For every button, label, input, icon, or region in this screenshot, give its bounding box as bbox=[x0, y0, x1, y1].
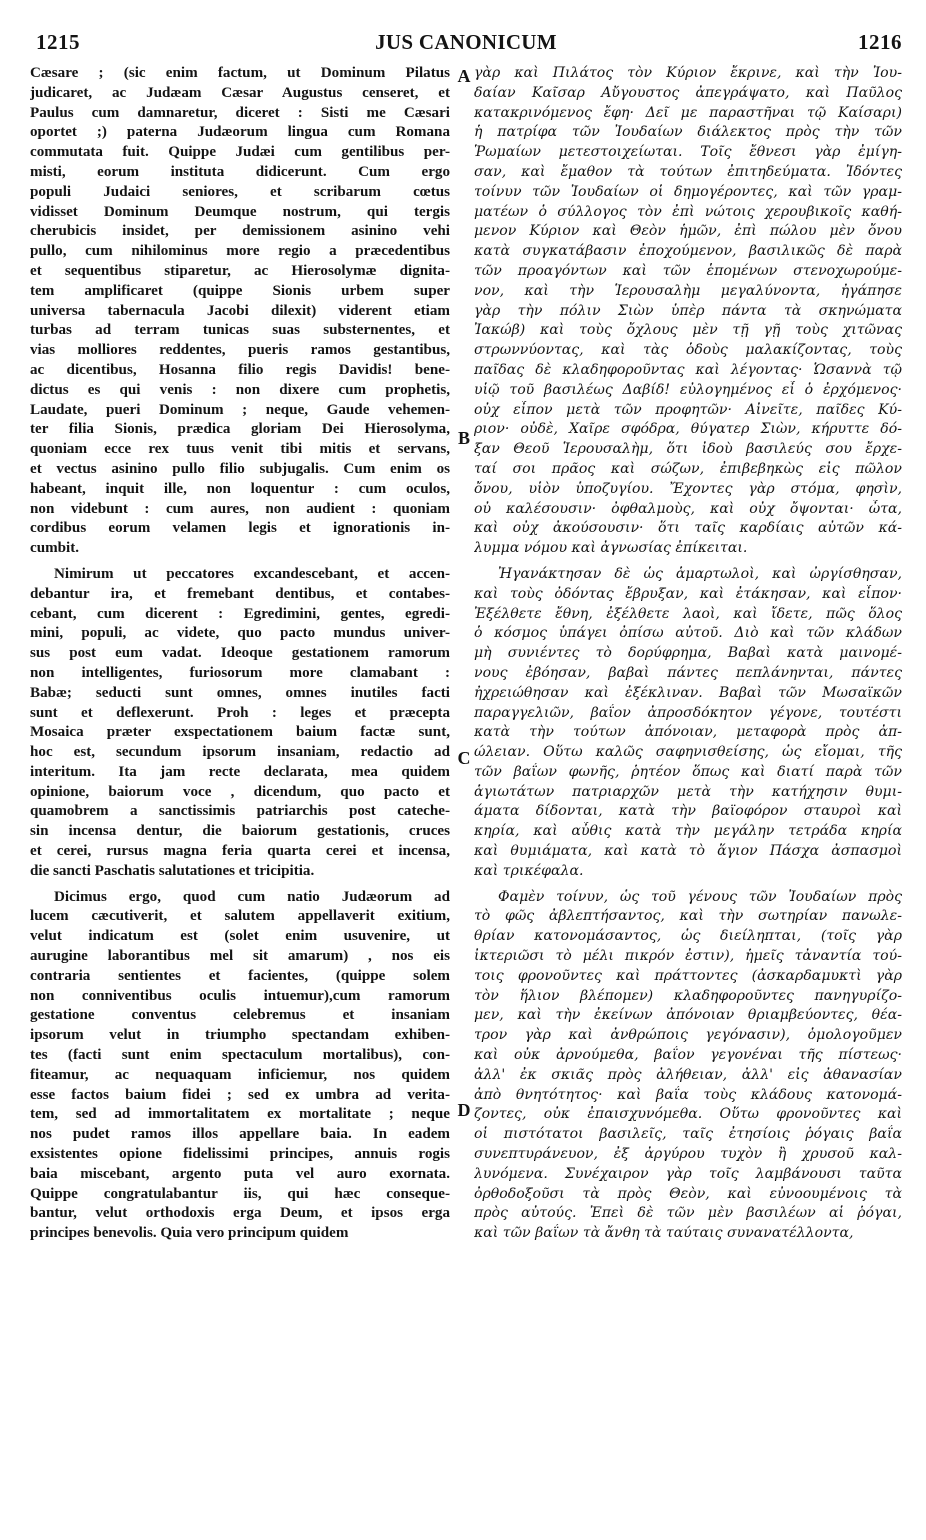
text-line: Cæsare ; (sic enim factum, ut Dominum Pilatus bbox=[30, 65, 450, 81]
page-header bbox=[28, 30, 904, 64]
margin-marker-b: B bbox=[457, 428, 470, 448]
text-line: ἀπὸ θνητότητος· καὶ βαΐα τοὺς κλάδους κατονομά- bbox=[474, 1086, 902, 1103]
text-line: Dicimus ergo, quod cum natio Judæorum ad bbox=[54, 888, 450, 905]
text-line: et sequentibus stiparetur, ac Hierosolymæ dignita- bbox=[30, 262, 450, 279]
text-line: lucem cæcutiverit, et salutem appellaverit exitium, bbox=[30, 908, 450, 925]
text-line: universa tabernacula Jacobi dilexit) viderent etiam bbox=[30, 302, 450, 319]
text-line: ipsorum velut in triumpho spectandam exhiben- bbox=[30, 1027, 450, 1044]
text-line: οὐχ εἶπον μετὰ τῶν προφητῶν· Αἰνεῖτε, παῖδες Κύ- bbox=[474, 401, 902, 418]
text-line: τοίνυν τῶν Ἰουδαίων οἱ δημογέροντες, καὶ τῶν γραμ- bbox=[474, 183, 902, 200]
text-line: hoc est, secundum ipsorum insaniam, redactio ad bbox=[30, 744, 450, 761]
text-line: cordibus eorum velamen legis et ignorationis in- bbox=[30, 520, 450, 537]
text-line: Babæ; seducti sunt omnes, omnes inutiles facti bbox=[30, 684, 450, 701]
text-line: non conniventibus oculis intuemur),cum ramorum bbox=[30, 987, 450, 1004]
text-line: στρωννύοντας, καὶ τὰς ὁδοὺς μαλακίζοντας, τοὺς bbox=[474, 342, 902, 359]
text-line: Mosaica præter exspectationem baium factæ sunt, bbox=[30, 724, 450, 741]
text-line: ριον· οὐδὲ, Χαῖρε σφόδρα, θύγατερ Σιὼν, κήρυττε δό- bbox=[474, 421, 902, 438]
text-line: σαν, καὶ ἔμαθον τὰ τούτων ἐπιτηδεύματα. Ἰδόντες bbox=[474, 163, 902, 180]
text-line: judicaret, ac Judæam Cæsar Augustus censeret, et bbox=[30, 84, 450, 101]
text-line: turbas ad terram tunicas suas substernentes, et bbox=[30, 322, 450, 339]
page-number-right: 1216 bbox=[858, 30, 902, 54]
margin-marker-c: C bbox=[457, 748, 471, 768]
text-line: κατακρινόμενος ἔφη· Δεῖ με παραστῆναι τῷ Καίσαρι) bbox=[474, 104, 902, 121]
text-line: et cerei, rursus magna feria quarta cerei et incensa, bbox=[30, 843, 450, 860]
text-line: principes benevolis. Quia vero principum quidem bbox=[30, 1225, 349, 1242]
text-line: ὄνου, υἱὸν ὑποζυγίου. Ἔχοντες γὰρ στόμα, φησὶν, bbox=[474, 480, 902, 497]
text-line: ταί σοι πρᾶος καὶ σώζων, ἐπιβεβηκὼς εἰς πῶλον bbox=[474, 460, 902, 477]
text-line: άματα δίδονται, κατὰ τὴν βαϊοφόρον σταυροὶ καὶ bbox=[474, 803, 902, 820]
latin-column bbox=[30, 64, 450, 1244]
text-line: interitum. Ita jam recte declarata, mea quidem bbox=[30, 763, 450, 780]
text-line: δαίαν Καῖσαρ Αὔγουστος ἀπεγράψατο, καὶ Παῦλος bbox=[474, 84, 902, 101]
text-line: tem, sed ad immortalitatem ex mortalitate ; neque bbox=[30, 1106, 450, 1123]
text-line: λυνόμενα. Συνέχαιρον γὰρ τοῖς λαμβάνουσι ταῦτα bbox=[474, 1165, 902, 1182]
text-line: λυμμα νόμου καὶ ἀγνωσίας ἐπίκειται. bbox=[474, 540, 748, 557]
text-line: misti, eorum instituta didicerunt. Cum ergo bbox=[30, 163, 450, 180]
text-line: esse factos baium fidei ; sed ex umbra ad verita- bbox=[30, 1086, 450, 1103]
text-line: καὶ τρικέφαλα. bbox=[474, 862, 584, 879]
text-line: velut indicatum est (solet enim usuvenire, ut bbox=[30, 928, 450, 945]
text-line: οἱ πιστότατοι βασιλεῖς, ταῖς ἐτησίοις ῥόγαις βαΐα bbox=[474, 1126, 902, 1143]
text-line: gestatione conventus celebremus et insaniam bbox=[30, 1007, 450, 1024]
text-line: Ῥωμαίων μετεστοιχείωται. Τοῖς ἔθνεσι γὰρ ἐμίγη- bbox=[474, 144, 902, 161]
text-line: non intelligentes, furiosorum more clamabant : bbox=[30, 664, 450, 681]
text-line: τῶν προαγόντων καὶ τῶν ἑπομένων στενοχωρούμε- bbox=[474, 262, 902, 279]
text-line: καὶ τῶν βαΐων τὰ ἄνθη τὰ ταύταις συνανατέλλοντα, bbox=[474, 1225, 854, 1242]
text-line: τὸν ἥλιον βλέπομεν) κλαδηφοροῦντες πανηγυρίζο- bbox=[474, 987, 902, 1004]
text-line: vidisset Dominum Deumque nostrum, qui tergis bbox=[30, 203, 450, 220]
text-line: ματέων ὁ σύλλογος τὸν ἐπὶ νώτοις χερουβικοῖς καθή- bbox=[474, 203, 902, 220]
text-line: et vectus asinino pullo filio subjugalis. Cum enim os bbox=[30, 460, 450, 477]
text-line: κηρία, καὶ αὖθις κατὰ τὴν μεγάλην τετράδα κηρία bbox=[474, 823, 902, 840]
text-line: cebant, cum dicerent : Egredimini, gentes, egredi- bbox=[30, 605, 450, 622]
text-line: dictus es qui venis : non dixere cum prophetis, bbox=[30, 381, 450, 398]
text-line: Φαμὲν τοίνυν, ὡς τοῦ γένους τῶν Ἰουδαίων πρὸς bbox=[498, 888, 902, 905]
page-number-left: 1215 bbox=[36, 30, 80, 54]
text-line: sus post eum vadat. Ideoque gestationem ramorum bbox=[30, 645, 450, 662]
text-line: νους ἐβόησαν, βαβαὶ πάντες πεπλάνηνται, πάντες bbox=[474, 664, 902, 681]
text-line: παῖδας δὲ κλαδηφοροῦντας καὶ λέγοντας· Ὡσαννὰ τῷ bbox=[474, 361, 902, 378]
text-line: ὁ κόσμος ὑπάγει ὀπίσω αὐτοῦ. Διὸ καὶ τῶν κλάδων bbox=[474, 625, 902, 642]
text-line: παραγγελιῶν, βαΐον ἀπροσδόκητον γέγονε, τουτέστι bbox=[474, 704, 902, 721]
text-line: καὶ θυμιάματα, καὶ κατὰ τὸ ἅγιον Πάσχα ἀσπασμοὶ bbox=[474, 843, 902, 860]
text-line: μεν, καὶ τὴν ἐκείνων ἀπόνοιαν θριαμβεύοντες, θέα- bbox=[474, 1007, 902, 1024]
text-line: νον, καὶ τὴν Ἱερουσαλὴμ μεγαλύνοντα, ἠγάπησε bbox=[474, 282, 902, 299]
text-line: τὸ φῶς ἀβλεπτήσαντος, καὶ τὴν σωτηρίαν πανωλε- bbox=[474, 908, 902, 925]
text-line: Quippe congratulabantur iis, qui hæc conseque- bbox=[30, 1185, 450, 1202]
margin-marker-d: D bbox=[457, 1100, 471, 1120]
text-line: contraria sentientes et facientes, (quippe solem bbox=[30, 967, 450, 984]
text-line: υἱῷ τοῦ βασιλέως Δαβίδ! εὐλογημένος εἶ ὁ ἐρχόμενος· bbox=[474, 381, 902, 398]
text-line: οὐ καλέσουσιν· ὀφθαλμοὺς, καὶ οὐχ ὄψονται· ὦτα, bbox=[474, 500, 902, 517]
margin-marker-a: A bbox=[457, 66, 471, 86]
text-line: Ἐξέλθετε ἔθνη, ἐξέλθετε λαοὶ, καὶ ἴδετε, πῶς ὅλος bbox=[474, 605, 902, 622]
text-line: καὶ τοὺς ὀδόντας ἔβρυξαν, καὶ ἐτάκησαν, καὶ εἶπον· bbox=[474, 585, 902, 602]
text-line: ἠχρειώθησαν καὶ ἐξέκλιναν. Βαβαὶ τῶν Μωσαϊκῶν bbox=[474, 684, 902, 701]
text-line: baia miscebant, argento puta vel auro exornata. bbox=[30, 1165, 450, 1182]
greek-column bbox=[474, 64, 902, 1244]
text-line: τρον γὰρ καὶ ἀνθρώποις γεγόνασιν), ὁμολογοῦμεν bbox=[474, 1027, 902, 1044]
text-line: Nimirum ut peccatores excandescebant, et accen- bbox=[54, 565, 450, 582]
text-line: ζοντες, οὐκ ἐπαισχυνόμεθα. Οὕτω φρονοῦντες καὶ bbox=[474, 1106, 902, 1123]
text-line: debantur ira, et fremebant dentibus, et contabes- bbox=[30, 585, 450, 602]
text-line: aurugine laborantibus mel sit amarum) , nos eis bbox=[30, 948, 450, 965]
text-line: exsistentes opione fidelissimi principes, annuis rogis bbox=[30, 1146, 450, 1163]
running-title: JUS CANONICUM bbox=[375, 30, 557, 54]
text-line: opinione, baiorum voce , dicendum, quo pacto et bbox=[30, 783, 450, 800]
text-line: τοις φρονοῦντες καὶ πράττοντες (ἀσκαρδαμυκτὶ γὰρ bbox=[474, 967, 902, 984]
text-line: ac dicentibus, Hosanna filio regis Davidis! bene- bbox=[30, 361, 450, 378]
text-line: γὰρ τὴν πόλιν Σιὼν ὑπὲρ πάντα τὰ σκηνώματα bbox=[474, 302, 902, 319]
text-line: quoniam ecce rex tuus venit tibi mitis et servans, bbox=[30, 441, 450, 458]
text-line: κατὰ τὴν τούτων ἀπόνοιαν, μεταφορὰ πρὸς ἀπ- bbox=[474, 724, 902, 741]
text-line: τῶν βαΐων φωνῆς, ῥητέον ὅπως καὶ διατί παρὰ τῶν bbox=[474, 763, 902, 780]
text-line: sunt et deflexerunt. Proh : leges et præcepta bbox=[30, 704, 450, 721]
text-line: ἁγιωτάτων πατριαρχῶν μετὰ τὴν κατήχησιν θυμι- bbox=[474, 783, 902, 800]
text-line: tem amplificaret (quippe Sionis urbem super bbox=[30, 282, 450, 299]
text-line: habeant, inquit ille, non loquentur : cum oculos, bbox=[30, 480, 450, 497]
text-line: καὶ οὐκ ἀρνούμεθα, βαΐον γεγονέναι τῆς πίστεως· bbox=[474, 1047, 902, 1064]
text-line: commutata fuit. Quippe Judæi cum gentilibus per- bbox=[30, 144, 450, 161]
text-line: Laudate, pueri Dominum ; neque, Gaude vehemen- bbox=[30, 401, 450, 418]
text-line: μὴ συνιέντες τὸ δορύφρημα, Βαβαὶ κατὰ μαινομέ- bbox=[474, 645, 902, 662]
text-line: vias molliores reddentes, pueris ramos gestantibus, bbox=[30, 342, 450, 359]
text-line: mini, populi, ac videte, quo pacto mundus univer- bbox=[30, 625, 450, 642]
text-line: ἰκτεριῶσι τὸ μέλι πικρόν ἐστιν), ἡμεῖς τἀναντία τού- bbox=[474, 948, 902, 965]
text-line: pullo, cum nihilominus more regio a præcedentibus bbox=[30, 243, 450, 260]
text-line: ώλειαν. Οὕτω καλῶς σαφηνισθείσης, ὡς εἴομαι, τῆς bbox=[474, 744, 902, 761]
text-line: nos pudet ramos illos appellare baia. In eadem bbox=[30, 1126, 450, 1143]
text-line: ἀλλ' ἐκ σκιᾶς πρὸς ἀλήθειαν, ἀλλ' εἰς ἀθανασίαν bbox=[474, 1066, 902, 1083]
text-line: tes (facti sunt enim spectaculum mortalibus), con- bbox=[30, 1047, 450, 1064]
text-line: Ἠγανάκτησαν δὲ ὡς ἁμαρτωλοὶ, καὶ ὠργίσθησαν, bbox=[498, 565, 902, 582]
text-line: συνεπτυράνευον, ἐξ ἀργύρου τυχὸν ἢ χρυσοῦ καλ- bbox=[474, 1146, 902, 1163]
text-line: ὀρθοδοξοῦσι τὰ πρὸς Θεὸν, καὶ εὐνοουμένοις τὰ bbox=[474, 1185, 902, 1202]
text-line: quamobrem a sanctissimis patriarchis post cateche- bbox=[30, 803, 450, 820]
text-line: ter filia Sionis, prædica gloriam Dei Hierosolyma, bbox=[30, 421, 450, 438]
text-line: Ἰακώβ) καὶ τοὺς ὄχλους μὲν τῇ γῇ τοὺς χιτῶνας bbox=[474, 322, 902, 339]
text-line: ξαν Θεοῦ Ἱερουσαλὴμ, ὅτι ἰδοὺ βασιλεύς σου ἔρχε- bbox=[474, 441, 902, 458]
text-line: ἡ πατρίφα τῶν Ἰουδαίων διάλεκτος πρὸς τὴν τῶν bbox=[474, 124, 902, 141]
text-line: πρὸς αὐτούς. Ἐπεὶ δὲ τῶν μὲν βασιλέων αἱ ῥόγαι, bbox=[474, 1205, 902, 1222]
text-line: populi Judaici seniores, et scribarum cœtus bbox=[30, 183, 450, 200]
text-line: bantur, velut orthodoxis erga Deum, et ipsos erga bbox=[30, 1205, 450, 1222]
text-line: Paulus cum damnaretur, diceret : Sisti me Cæsari bbox=[30, 104, 450, 121]
text-line: κατὰ συγκατάβασιν ἐποχούμενον, βασιλικῶς δὲ παρὰ bbox=[474, 243, 902, 260]
text-line: oportet ;) paterna Judæorum lingua cum Romana bbox=[30, 124, 450, 141]
text-line: cumbit. bbox=[30, 540, 80, 557]
text-line: cherubicis insidet, per demissionem asinino vehi bbox=[30, 223, 450, 240]
text-line: μενον Κύριον καὶ Θεὸν ἡμῶν, ἐπὶ πώλου μὲν ὄνου bbox=[474, 223, 902, 240]
text-line: θρίαν κατονομάσαντος, ὡς διείληπται, (τοῖς γὰρ bbox=[474, 928, 902, 945]
text-line: non videbunt : cum aures, non audient : quoniam bbox=[30, 500, 450, 517]
text-line: γὰρ καὶ Πιλάτος τὸν Κύριον ἔκρινε, καὶ τὴν Ἰου- bbox=[474, 65, 902, 81]
text-line: die sancti Paschatis salutationes et tricipitia. bbox=[30, 862, 315, 879]
text-line: sin incensa dentur, die baiorum gestationis, cruces bbox=[30, 823, 450, 840]
text-line: καὶ οὐχ ἀκούσουσιν· ὅτι ταῖς καρδίαις αὐτῶν κά- bbox=[474, 520, 902, 537]
text-line: fiteamur, ac nequaquam inficiemur, nos quidem bbox=[30, 1066, 450, 1083]
